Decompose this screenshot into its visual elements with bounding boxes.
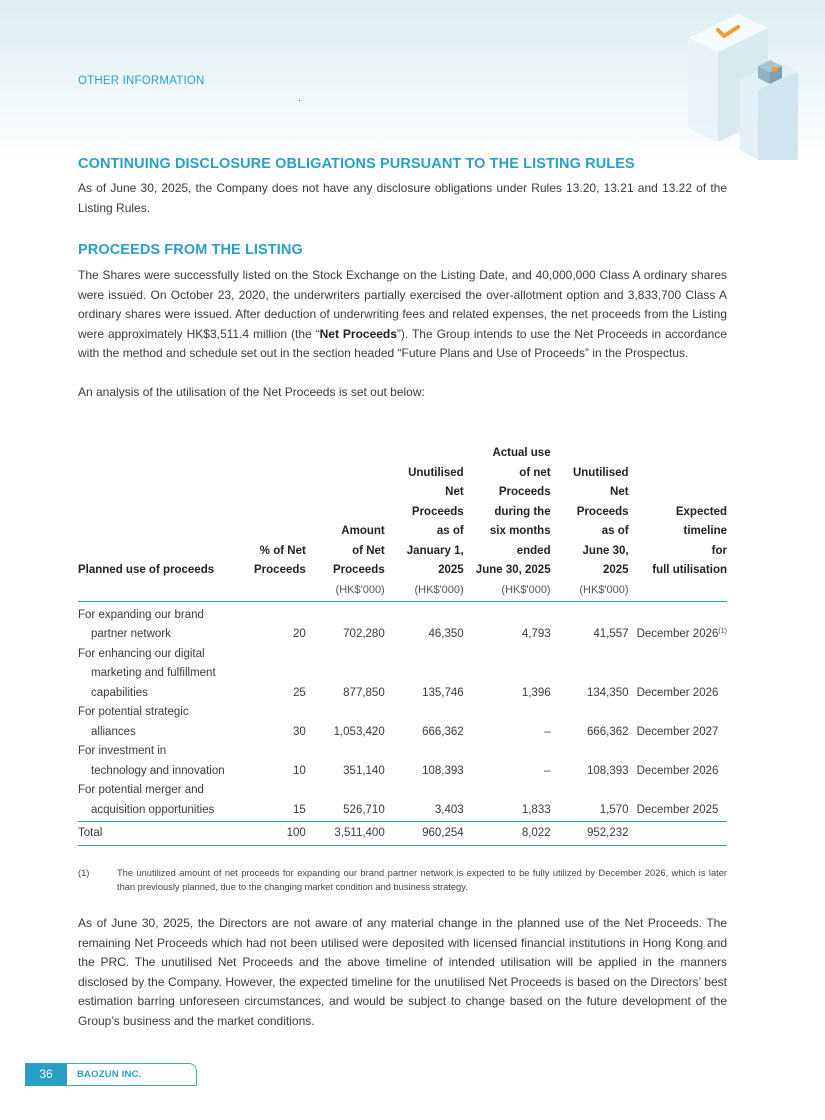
analysis-intro: An analysis of the utilisation of the Net Proceeds is set out below: — [78, 384, 425, 399]
cell-unutilised-jan: 46,350 — [428, 628, 464, 640]
cell-timeline: December 2025 — [629, 781, 727, 822]
footnote — [78, 866, 727, 894]
cell-actual-use: – — [544, 725, 551, 738]
cell-pct: 30 — [293, 725, 306, 738]
row-label: For enhancing our digital marketing and fulfillment capabilities — [78, 647, 216, 699]
cell-pct: 25 — [293, 686, 306, 699]
table-row — [78, 645, 727, 704]
total-pct: 100 — [236, 822, 306, 846]
total-row — [78, 822, 727, 846]
cell-unutilised-jun: 666,362 — [586, 725, 629, 738]
cell-timeline: December 2026$^{(1)}$ — [636, 628, 727, 640]
header-illustration — [660, 0, 825, 160]
header-unutilised-jun: Unutilised Net Proceeds as of June 30, 2025 — [572, 466, 629, 576]
table-unit-row — [78, 583, 727, 602]
table-row — [78, 601, 727, 645]
unit-label: (HK$'000) — [306, 583, 385, 602]
table-row — [78, 703, 727, 742]
table-row — [78, 742, 727, 781]
footnote-marker: (1) — [718, 628, 727, 635]
header-pct: % of Net Proceeds — [254, 544, 306, 576]
cell-pct: 20 — [293, 628, 306, 640]
unit-label: (HK$'000) — [464, 583, 551, 602]
proceeds-heading: PROCEEDS FROM THE LISTING — [78, 242, 303, 258]
header-planned-use: Planned use of proceeds — [78, 564, 215, 576]
proceeds-text-a: The Shares were successfully listed on the Stock Exchange on the Listing Date, and 40,000,000 Class A ordinary shares were issued. On October 23, 2020, the underwriters partially exercised the over-allotment option and 3,833,700 Class A ordinary shares were issued. After deduction of underwriting fees and related expenses, the net proceeds from the Listing were approximately HK$3,511.4 million (the “ — [78, 268, 727, 341]
total-actual-use: 8,022 — [464, 822, 551, 846]
cell-amount: 877,850 — [343, 686, 385, 699]
company-name: BAOZUN INC. — [77, 1069, 142, 1080]
total-unutilised-jun: 952,232 — [551, 822, 629, 846]
footnote-text: The unutilized amount of net proceeds for expanding our brand partner network is expected to be fully utilized by December 2026, which is later than previously planned, due to the changing market condition and business strategy. — [117, 868, 727, 892]
disclosure-section — [78, 156, 727, 218]
closing-paragraph: As of June 30, 2025, the Directors are not aware of any material change in the planned use of the Net Proceeds. The remaining Net Proceeds which had not been utilised were deposited with licensed financial institutions in Hong Kong and the PRC. The unutilised Net Proceeds and the above timeline of intended utilisation will be applied in the manners disclosed by the Company. However, the expected timeline for the unutilised Net Proceeds is based on the Directors’ best estimation barring unforeseen circumstances, and would be subject to change based on the future development of the Group’s business and the market conditions. — [78, 916, 727, 1028]
header-timeline: Expected timeline for full utilisation — [652, 505, 727, 576]
cell-amount: 351,140 — [343, 764, 385, 777]
row-label: For investment in technology and innovation — [78, 745, 225, 777]
cell-unutilised-jun: 134,350 — [586, 686, 629, 699]
unit-label: (HK$'000) — [551, 583, 629, 602]
proceeds-paragraph — [78, 266, 727, 364]
cell-actual-use: 4,793 — [521, 628, 551, 640]
proceeds-table — [78, 444, 727, 846]
cell-actual-use: – — [544, 764, 551, 777]
stray-dot — [299, 100, 300, 101]
closing-section — [78, 914, 727, 1031]
cell-timeline: December 2026 — [636, 686, 719, 699]
cell-amount: 702,280 — [343, 628, 385, 640]
header-actual-use: Actual use of net Proceeds during the six months ended June 30, 2025 — [475, 447, 551, 576]
header-amount: Amount of Net Proceeds — [332, 525, 385, 576]
header-unutilised-jan: Unutilised Net Proceeds as of January 1, 2025 — [406, 466, 464, 576]
cell-unutilised-jan: 3,403 — [385, 781, 464, 822]
cell-actual-use: 1,396 — [521, 686, 551, 699]
cell-pct: 15 — [236, 781, 306, 822]
footer-badge — [25, 1063, 197, 1086]
cell-timeline: December 2026 — [636, 764, 719, 777]
proceeds-section — [78, 242, 727, 402]
cell-unutilised-jan: 135,746 — [422, 686, 464, 699]
section-label: OTHER INFORMATION — [78, 75, 205, 87]
page-number: 36 — [25, 1063, 67, 1086]
cell-unutilised-jun: 41,557 — [593, 628, 629, 640]
cell-unutilised-jan: 666,362 — [422, 725, 464, 738]
disclosure-heading: CONTINUING DISCLOSURE OBLIGATIONS PURSUANT TO THE LISTING RULES — [78, 156, 635, 172]
cell-amount: 526,710 — [306, 781, 385, 822]
cell-actual-use: 1,833 — [464, 781, 551, 822]
table-header-row — [78, 444, 727, 583]
footnote-number: (1) — [78, 868, 90, 878]
unit-label: (HK$'000) — [385, 583, 464, 602]
net-proceeds-term: Net Proceeds — [319, 326, 397, 341]
cell-amount: 1,053,420 — [333, 725, 385, 738]
row-label: For potential merger and acquisition opportunities — [78, 781, 236, 822]
cell-unutilised-jun: 1,570 — [551, 781, 629, 822]
proceeds-text-b: ”). The Group intends to use the Net Proceeds in accordance with the method and schedule set out in the section headed “Future Plans and Use of Proceeds” in the Prospectus. — [78, 326, 727, 360]
total-label: Total — [78, 822, 236, 846]
disclosure-paragraph: As of June 30, 2025, the Company does not have any disclosure obligations under Rules 13.20, 13.21 and 13.22 of the Listing Rules. — [78, 181, 727, 215]
total-amount: 3,511,400 — [306, 822, 385, 846]
cell-unutilised-jun: 108,393 — [586, 764, 629, 777]
total-unutilised-jan: 960,254 — [385, 822, 464, 846]
cell-timeline: December 2027 — [636, 725, 719, 738]
table-row — [78, 781, 727, 822]
row-label: For potential strategic alliances — [78, 706, 189, 738]
cell-unutilised-jan: 108,393 — [422, 764, 464, 777]
cell-pct: 10 — [293, 764, 306, 777]
row-label: For expanding our brand partner network — [78, 608, 204, 640]
